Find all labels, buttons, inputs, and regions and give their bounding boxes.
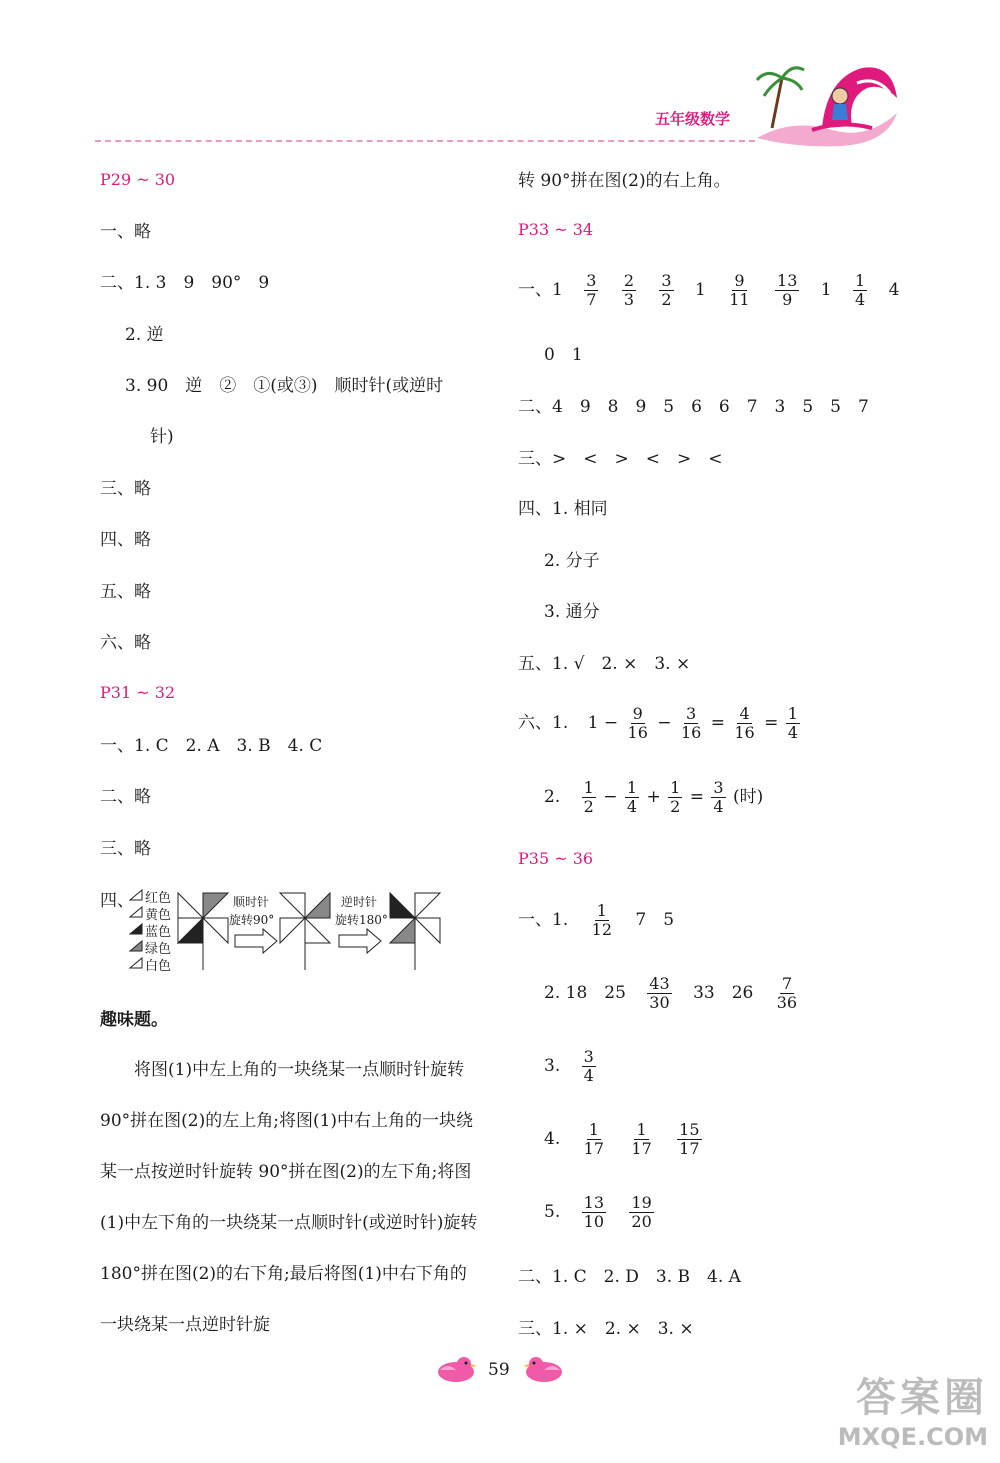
legend-label-yellow: 黄色: [145, 908, 172, 923]
fraction: $\frac{43}{30}$: [649, 974, 670, 1012]
fraction: $\frac{9}{16}$: [627, 704, 648, 742]
fraction: $\frac{3}{2}$: [661, 271, 672, 309]
fraction: $\frac{1}{2}$: [670, 778, 681, 816]
answer-line: 3. 90 逆 ② ①(或③) 顺时针(或逆时: [125, 376, 444, 396]
answer-line-equation: 2. $\frac{1}{2}$ − $\frac{1}{4}$ + $\frac{1}{2}$ = $\frac{3}{4}$ (时): [544, 778, 764, 816]
arrow1-label-top: 顺时针: [233, 895, 270, 909]
fun-question-title: 趣味题。: [100, 1010, 168, 1030]
pink-bird-icon: [432, 1354, 478, 1384]
answer-line: 三、略: [100, 479, 151, 499]
pinwheel-original: [178, 893, 228, 970]
legend-swatches: [130, 890, 142, 968]
section-title-p35: P35 ~ 36: [518, 849, 594, 868]
answer-line-continued: 转 90°拼在图(2)的右上角。: [518, 171, 731, 191]
section-title-p29: P29 ~ 30: [100, 170, 176, 189]
fraction: $\frac{15}{17}$: [679, 1120, 700, 1158]
legend-label-white: 白色: [145, 959, 172, 972]
arrow-right-icon: [339, 929, 381, 953]
answer-line: 四、1. 相同: [518, 499, 608, 519]
fraction: $\frac{1}{4}$: [626, 778, 638, 816]
answer-line-fractions: 5. $\frac{13}{10}$ $\frac{19}{20}$: [544, 1193, 652, 1231]
answer-line: 3. 通分: [544, 602, 600, 622]
pinwheel-rotated-90: [280, 893, 330, 970]
watermark-url: MXQE.COM: [837, 1423, 988, 1451]
value: 1: [695, 280, 706, 300]
answer-line: 2. 分子: [544, 551, 600, 571]
fraction: $\frac{1}{17}$: [631, 1120, 652, 1158]
arrow1-label-bottom: 旋转90°: [229, 913, 275, 927]
fraction: $\frac{13}{9}$: [777, 271, 798, 309]
watermark-logo-text: 答案圈: [856, 1375, 988, 1421]
answer-line: 一、1. C 2. A 3. B 4. C: [100, 736, 323, 756]
fraction: $\frac{9}{11}$: [729, 271, 750, 309]
arrow2-label-top: 逆时针: [341, 895, 378, 909]
section-title-p33: P33 ~ 34: [518, 220, 594, 239]
arrow-right-icon: [235, 929, 277, 953]
pinwheel-rotated-180: [390, 893, 440, 970]
arrow2-label-bottom: 旋转180°: [335, 913, 388, 927]
section-title-p31: P31 ~ 32: [100, 683, 176, 702]
header-title: 五年级数学: [655, 110, 731, 128]
surfer-wave-icon: [752, 58, 902, 148]
pinwheel-rotation-figure: [125, 888, 445, 972]
value: 1: [820, 280, 832, 300]
fraction: $\frac{13}{10}$: [583, 1193, 604, 1231]
fraction: $\frac{1}{2}$: [583, 778, 594, 816]
answer-line: 三、> < > < > <: [518, 449, 723, 469]
fraction: $\frac{3}{4}$: [713, 778, 724, 816]
answer-line: 四、略: [100, 530, 151, 550]
page-number: 59: [488, 1360, 510, 1380]
answer-line: 一、略: [100, 222, 151, 242]
fraction: $\frac{3}{16}$: [680, 704, 702, 742]
fraction: $\frac{1}{12}$: [591, 901, 612, 939]
answer-line-fractions: 3. $\frac{3}{4}$: [544, 1047, 594, 1085]
answer-line-fractions: 一、1. $\frac{1}{12}$ 7 5: [518, 901, 675, 939]
answer-line: 三、1. × 2. × 3. ×: [518, 1319, 694, 1339]
answer-line: 2. 逆: [125, 325, 164, 345]
answer-line: 二、1. C 2. D 3. B 4. A: [518, 1267, 741, 1287]
fraction: $\frac{19}{20}$: [631, 1193, 652, 1231]
fun-question-answer: 将图(1)中左上角的一块绕某一点顺时针旋转 90°拼在图(2)的左上角;将图(1)中右上角的一块绕某一点按逆时针旋转 90°拼在图(2)的左下角;将图(1)中左下角的一块绕某一点顺时针(或逆时针)旋转 180°拼在图(2)的右下角;最后将图(1)中右下角的一块绕某一点逆时针旋: [100, 1060, 478, 1335]
fraction: $\frac{2}{3}$: [623, 271, 635, 309]
fraction: $\frac{1}{17}$: [583, 1120, 604, 1158]
fraction: $\frac{3}{4}$: [583, 1047, 594, 1085]
answer-line-fractions: 2. 18 25 $\frac{43}{30}$ 33 26 $\frac{7}{36}$: [544, 974, 798, 1012]
fraction: $\frac{4}{16}$: [734, 704, 755, 742]
answer-line: 五、略: [100, 582, 151, 602]
answer-line: 四、: [100, 891, 134, 911]
answer-line-equation: 六、1. 1 − $\frac{9}{16}$ − $\frac{3}{16}$ = $\frac{4}{16}$ = $\frac{1}{4}$: [518, 704, 798, 742]
watermark: [838, 1366, 988, 1451]
value: 4: [888, 280, 900, 300]
answer-line: 三、略: [100, 839, 151, 859]
header-separator: [95, 140, 755, 142]
legend-label-blue: 蓝色: [145, 925, 172, 940]
question-label: 一、1: [518, 280, 563, 300]
answer-line: 针): [150, 427, 174, 447]
answer-line: 六、略: [100, 633, 151, 653]
fraction: $\frac{1}{4}$: [855, 271, 866, 309]
answer-line: 二、略: [100, 787, 151, 807]
fraction: $\frac{3}{7}$: [586, 271, 597, 309]
answer-line: 0 1: [544, 345, 583, 365]
answer-line-fractions: 4. $\frac{1}{17}$ $\frac{1}{17}$ $\frac{15}{17}$: [544, 1120, 700, 1158]
legend-label-green: 绿色: [145, 942, 172, 957]
answer-line: 五、1. √ 2. × 3. ×: [518, 654, 691, 674]
answer-line: 二、4 9 8 9 5 6 6 7 3 5 5 7: [518, 397, 869, 417]
answer-line-fractions: [518, 272, 899, 309]
fraction: $\frac{7}{36}$: [776, 974, 798, 1012]
legend-label-red: 红色: [145, 891, 172, 906]
answer-line: 二、1. 3 9 90° 9: [100, 273, 270, 293]
fraction: $\frac{1}{4}$: [787, 704, 798, 742]
pink-bird-icon: [522, 1354, 568, 1384]
